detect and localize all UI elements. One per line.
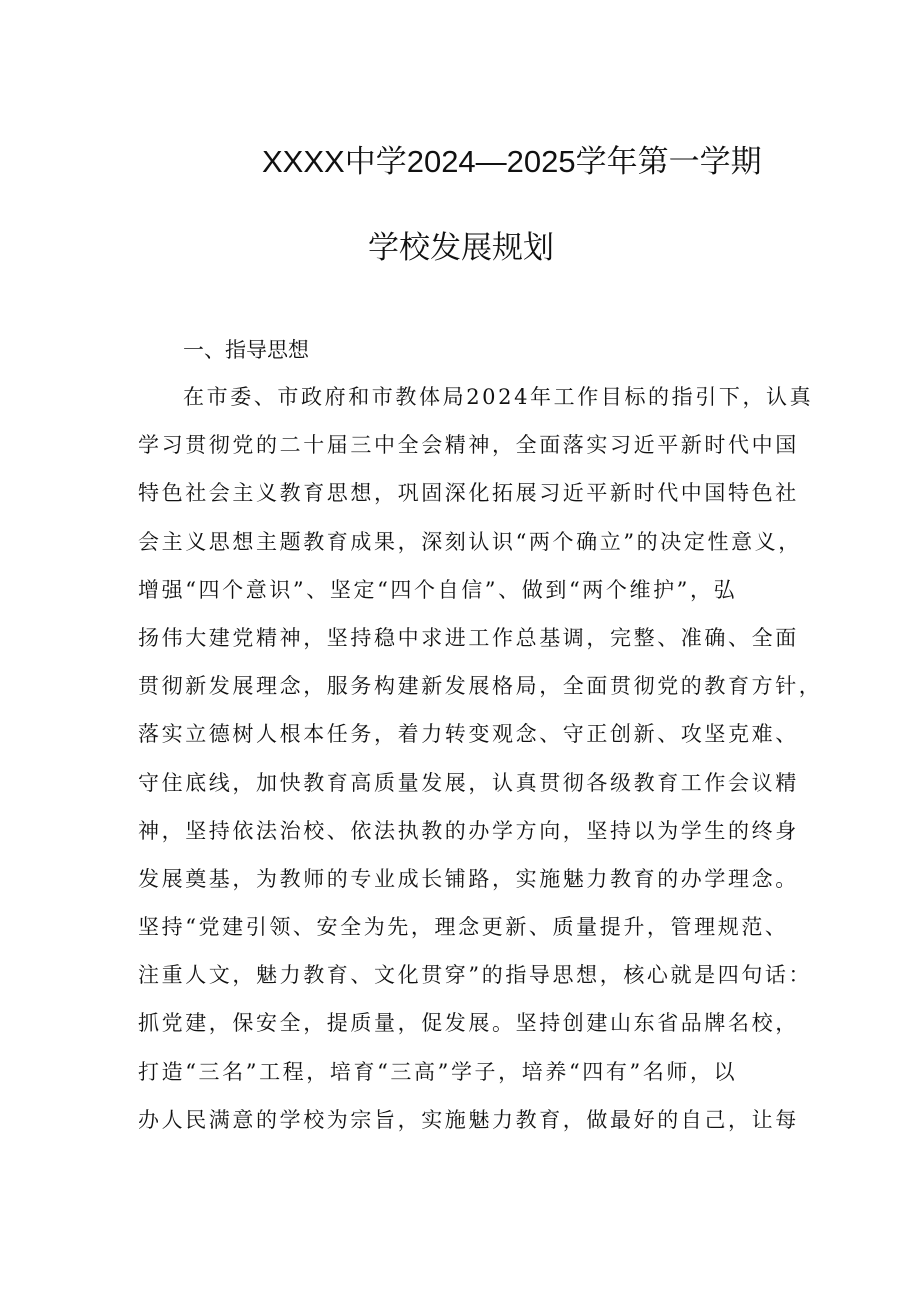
body-line: 学习贯彻党的二十届三中全会精神，全面落实习近平新时代中国 [138,433,799,458]
body-line: 打造“三名”工程，培育“三高”学子，培养“四有”名师，以 [138,1059,738,1084]
body-line: 发展奠基，为教师的专业成长铺路，实施魅力教育的办学理念。 [138,866,799,891]
body-line: 办人民满意的学校为宗旨，实施魅力教育，做最好的自己，让每 [138,1107,799,1132]
body-line: 特色社会主义教育思想，巩固深化拓展习近平新时代中国特色社 [138,481,799,506]
body-line: 守住底线，加快教育高质量发展，认真贯彻各级教育工作会议精 [138,770,799,795]
body-line: 贯彻新发展理念，服务构建新发展格局，全面贯彻党的教育方针， [138,674,823,699]
body-line: 注重人文，魅力教育、文化贯穿”的指导思想，核心就是四句话： [138,963,813,988]
section-body [138,378,823,1149]
body-line: 落实立德树人根本任务，着力转变观念、守正创新、攻坚克难、 [138,722,799,747]
body-line: 会主义思想主题教育成果，深刻认识“两个确立”的决定性意义， [138,529,802,554]
body-line: 神，坚持依法治校、依法执教的办学方向，坚持以为学生的终身 [138,818,799,843]
body-line: 坚持“党建引领、安全为先，理念更新、质量提升，管理规范、 [138,915,789,940]
section-heading: 一、指导思想 [183,339,309,362]
body-line: 增强“四个意识”、坚定“四个自信”、做到“两个维护”，弘 [138,577,738,602]
body-line: 在市委、市政府和市教体局2024年工作目标的指引下，认真 [183,385,814,409]
document-title-line1: XXXX中学2024—2025学年第一学期 [262,144,762,179]
document-title-line2: 学校发展规划 [368,230,554,265]
body-line: 抓党建，保安全，提质量，促发展。坚持创建山东省品牌名校， [138,1011,799,1036]
body-line: 扬伟大建党精神，坚持稳中求进工作总基调，完整、准确、全面 [138,625,799,650]
